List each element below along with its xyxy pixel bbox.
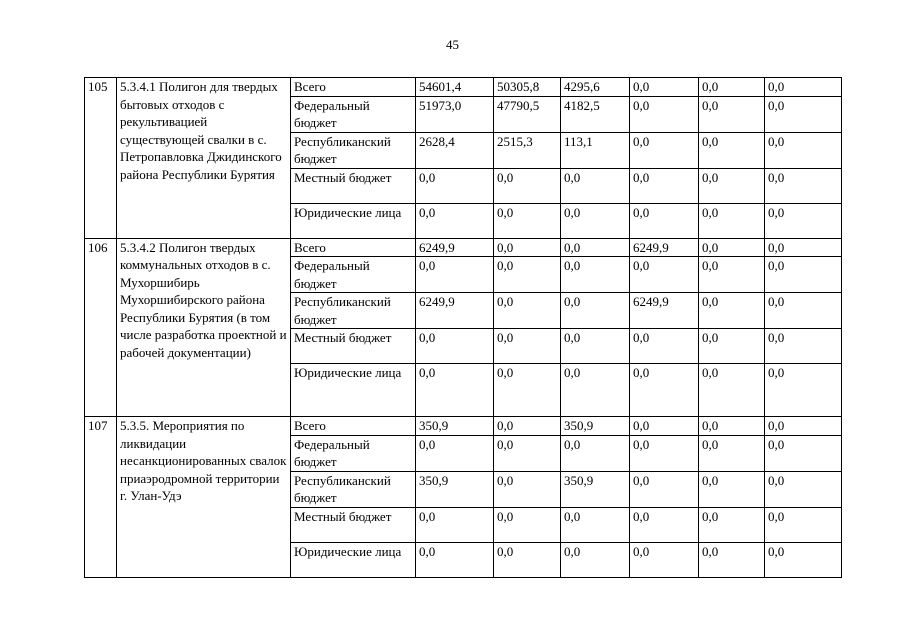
amount-cell: 0,0 [765, 435, 842, 471]
amount-cell: 0,0 [494, 329, 561, 364]
page-number: 45 [446, 37, 459, 52]
table-row [85, 238, 842, 257]
funding-source-cell: Всего [291, 417, 416, 436]
amount-cell: 0,0 [416, 203, 494, 238]
funding-source-cell: Республиканский бюджет [291, 293, 416, 329]
amount-cell: 0,0 [416, 364, 494, 417]
funding-source-cell: Федеральный бюджет [291, 435, 416, 471]
amount-cell: 0,0 [765, 542, 842, 577]
amount-cell: 2515,3 [494, 132, 561, 168]
amount-cell: 0,0 [416, 542, 494, 577]
amount-cell: 0,0 [630, 203, 699, 238]
amount-cell: 0,0 [699, 203, 765, 238]
row-number-cell: 105 [85, 78, 117, 239]
amount-cell: 0,0 [765, 168, 842, 203]
measure-name-cell: 5.3.4.2 Полигон твердых коммунальных отходов в с. Мухоршибирь Мухоршибирского района Республики Бурятия (в том числе разработка проектной и рабочей документации) [117, 238, 291, 417]
amount-cell: 113,1 [561, 132, 630, 168]
amount-cell: 350,9 [416, 471, 494, 507]
amount-cell: 50305,8 [494, 78, 561, 97]
funding-source-cell: Местный бюджет [291, 507, 416, 542]
amount-cell: 0,0 [699, 417, 765, 436]
amount-cell: 0,0 [416, 257, 494, 293]
amount-cell: 6249,9 [630, 293, 699, 329]
amount-cell: 0,0 [561, 203, 630, 238]
amount-cell: 0,0 [699, 168, 765, 203]
amount-cell: 0,0 [699, 542, 765, 577]
amount-cell: 0,0 [699, 507, 765, 542]
measure-name-cell: 5.3.5. Мероприятия по ликвидации несанкционированных свалок приаэродромной территории г. Улан-Удэ [117, 417, 291, 578]
amount-cell: 2628,4 [416, 132, 494, 168]
amount-cell: 0,0 [494, 168, 561, 203]
amount-cell: 0,0 [630, 471, 699, 507]
amount-cell: 0,0 [630, 435, 699, 471]
amount-cell: 0,0 [416, 507, 494, 542]
amount-cell: 0,0 [630, 417, 699, 436]
amount-cell: 0,0 [699, 78, 765, 97]
amount-cell: 0,0 [765, 132, 842, 168]
amount-cell: 51973,0 [416, 96, 494, 132]
amount-cell: 0,0 [765, 78, 842, 97]
amount-cell: 0,0 [630, 364, 699, 417]
amount-cell: 0,0 [494, 417, 561, 436]
table-row [85, 78, 842, 97]
amount-cell: 0,0 [494, 542, 561, 577]
amount-cell: 47790,5 [494, 96, 561, 132]
amount-cell: 0,0 [765, 203, 842, 238]
amount-cell: 0,0 [765, 329, 842, 364]
amount-cell: 4182,5 [561, 96, 630, 132]
amount-cell: 350,9 [561, 471, 630, 507]
amount-cell: 0,0 [494, 238, 561, 257]
funding-source-cell: Всего [291, 78, 416, 97]
amount-cell: 0,0 [561, 507, 630, 542]
funding-source-cell: Федеральный бюджет [291, 257, 416, 293]
funding-source-cell: Республиканский бюджет [291, 471, 416, 507]
funding-source-cell: Местный бюджет [291, 329, 416, 364]
amount-cell: 0,0 [494, 293, 561, 329]
amount-cell: 0,0 [494, 507, 561, 542]
row-number-cell: 107 [85, 417, 117, 578]
amount-cell: 350,9 [561, 417, 630, 436]
funding-source-cell: Юридические лица [291, 364, 416, 417]
budget-table [84, 77, 842, 578]
amount-cell: 4295,6 [561, 78, 630, 97]
amount-cell: 0,0 [630, 132, 699, 168]
amount-cell: 0,0 [561, 257, 630, 293]
amount-cell: 0,0 [416, 435, 494, 471]
funding-source-cell: Местный бюджет [291, 168, 416, 203]
amount-cell: 0,0 [765, 507, 842, 542]
amount-cell: 0,0 [699, 293, 765, 329]
amount-cell: 0,0 [765, 364, 842, 417]
funding-source-cell: Всего [291, 238, 416, 257]
amount-cell: 0,0 [765, 96, 842, 132]
amount-cell: 0,0 [699, 329, 765, 364]
amount-cell: 0,0 [630, 329, 699, 364]
funding-source-cell: Республиканский бюджет [291, 132, 416, 168]
amount-cell: 6249,9 [416, 238, 494, 257]
amount-cell: 0,0 [561, 293, 630, 329]
amount-cell: 0,0 [699, 96, 765, 132]
amount-cell: 0,0 [494, 364, 561, 417]
funding-source-cell: Федеральный бюджет [291, 96, 416, 132]
amount-cell: 0,0 [699, 435, 765, 471]
row-number-cell: 106 [85, 238, 117, 417]
amount-cell: 0,0 [494, 203, 561, 238]
amount-cell: 0,0 [765, 257, 842, 293]
amount-cell: 0,0 [561, 364, 630, 417]
amount-cell: 0,0 [630, 96, 699, 132]
amount-cell: 0,0 [699, 364, 765, 417]
amount-cell: 0,0 [765, 238, 842, 257]
amount-cell: 0,0 [630, 507, 699, 542]
budget-table-body [85, 78, 842, 578]
amount-cell: 0,0 [699, 471, 765, 507]
amount-cell: 0,0 [494, 257, 561, 293]
amount-cell: 6249,9 [630, 238, 699, 257]
amount-cell: 0,0 [699, 257, 765, 293]
amount-cell: 0,0 [561, 238, 630, 257]
funding-source-cell: Юридические лица [291, 542, 416, 577]
amount-cell: 54601,4 [416, 78, 494, 97]
amount-cell: 0,0 [630, 542, 699, 577]
amount-cell: 0,0 [561, 542, 630, 577]
amount-cell: 0,0 [561, 435, 630, 471]
amount-cell: 0,0 [416, 329, 494, 364]
measure-name-cell: 5.3.4.1 Полигон для твердых бытовых отходов с рекультивацией существующей свалки в с. Петропавловка Джидинского района Республики Бурятия [117, 78, 291, 239]
amount-cell: 0,0 [630, 168, 699, 203]
table-row [85, 417, 842, 436]
amount-cell: 0,0 [494, 435, 561, 471]
amount-cell: 0,0 [494, 471, 561, 507]
amount-cell: 350,9 [416, 417, 494, 436]
amount-cell: 0,0 [765, 417, 842, 436]
amount-cell: 0,0 [765, 471, 842, 507]
amount-cell: 0,0 [699, 238, 765, 257]
amount-cell: 0,0 [765, 293, 842, 329]
funding-source-cell: Юридические лица [291, 203, 416, 238]
amount-cell: 0,0 [630, 78, 699, 97]
amount-cell: 6249,9 [416, 293, 494, 329]
amount-cell: 0,0 [561, 329, 630, 364]
amount-cell: 0,0 [630, 257, 699, 293]
amount-cell: 0,0 [561, 168, 630, 203]
amount-cell: 0,0 [416, 168, 494, 203]
amount-cell: 0,0 [699, 132, 765, 168]
